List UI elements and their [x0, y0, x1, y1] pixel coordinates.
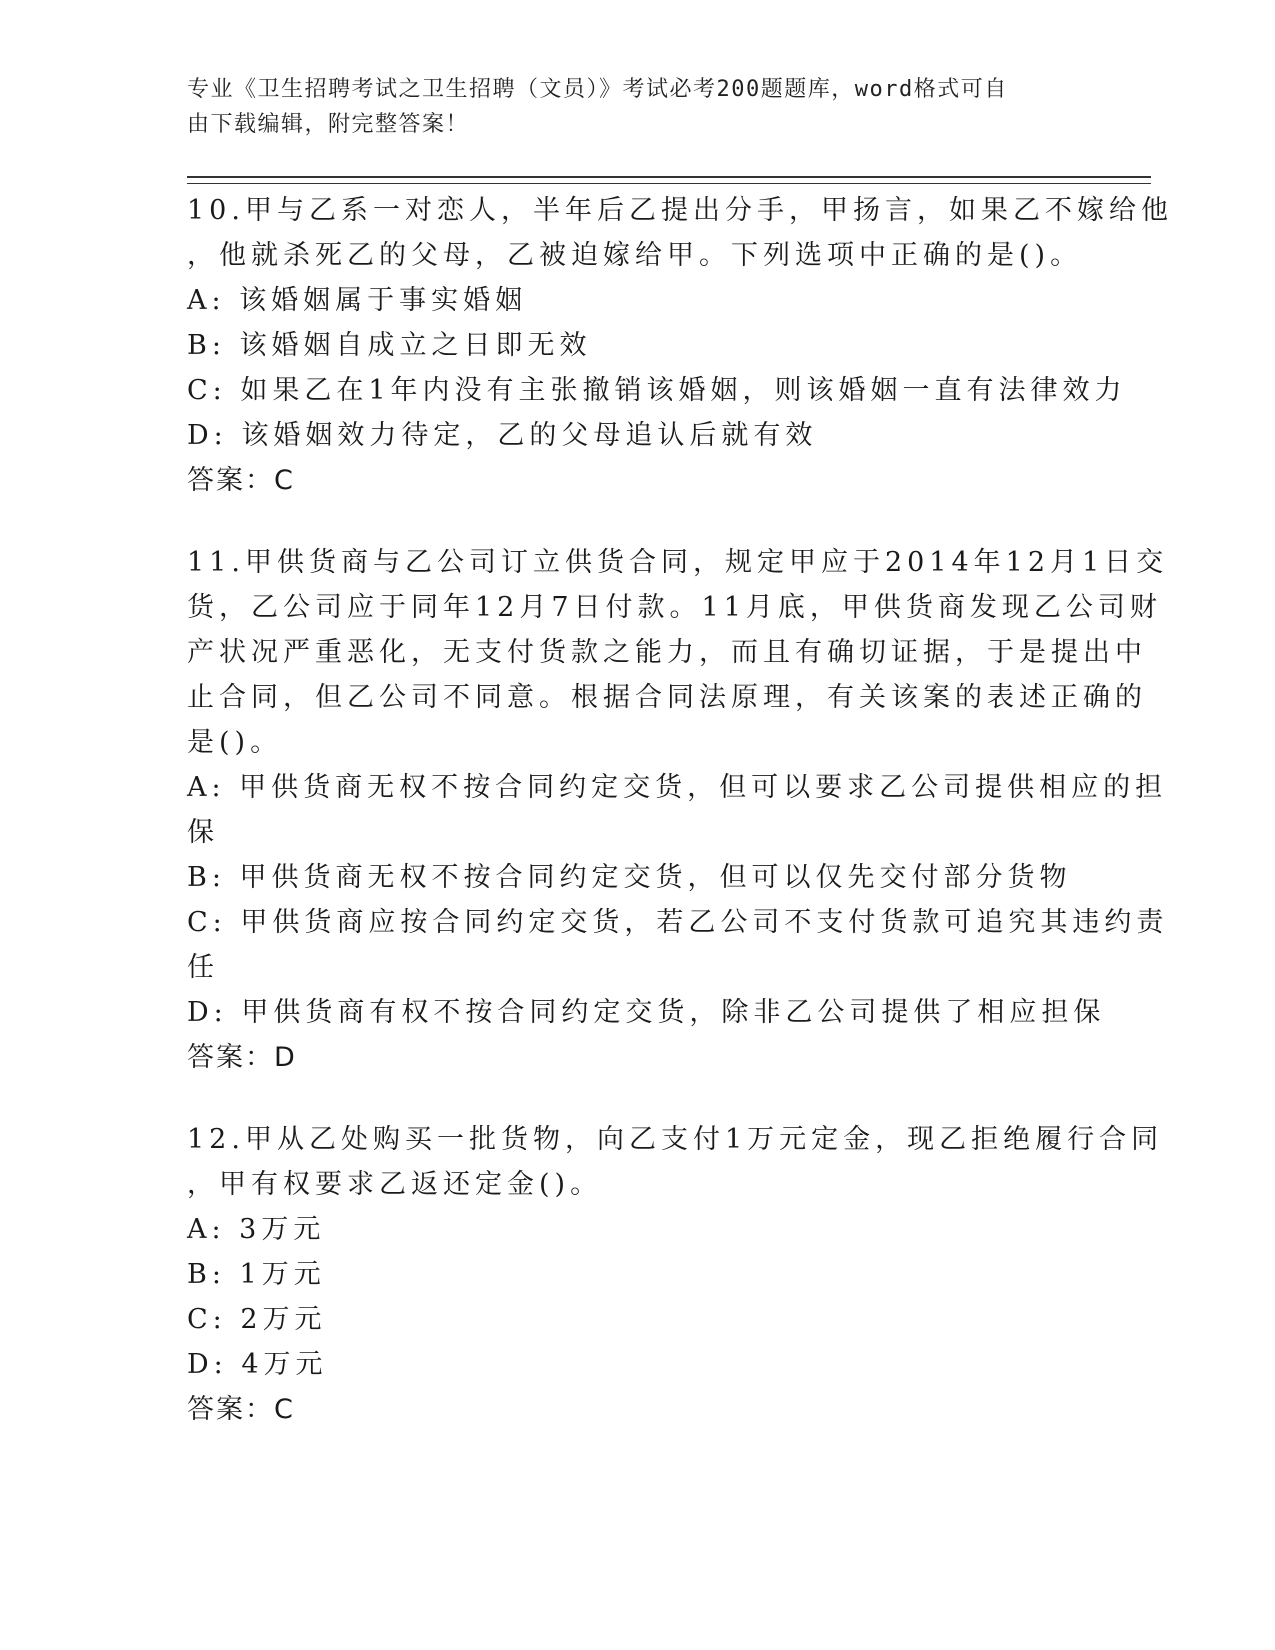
question-stem-line: 10.甲与乙系一对恋人，半年后乙提出分手，甲扬言，如果乙不嫁给他: [187, 195, 1173, 226]
answer-key: 答案：C: [187, 1394, 295, 1425]
question-item: [187, 188, 1173, 503]
document-header: [187, 72, 1067, 142]
answer-option: D: 该婚姻效力待定，乙的父母追认后就有效: [187, 420, 818, 451]
question-stem-line: 12.甲从乙处购买一批货物，向乙支付1万元定金，现乙拒绝履行合同: [187, 1124, 1164, 1155]
answer-option: C: 甲供货商应按合同约定交货，若乙公司不支付货款可追究其违约责: [187, 907, 1169, 938]
answer-option: A: 甲供货商无权不按合同约定交货，但可以要求乙公司提供相应的担: [187, 772, 1168, 803]
answer-option: D: 4万元: [187, 1349, 328, 1380]
question-stem-line: 产状况严重恶化，无支付货款之能力，而且有确切证据，于是提出中: [187, 637, 1147, 668]
question-stem-line: 止合同，但乙公司不同意。根据合同法原理，有关该案的表述正确的: [187, 682, 1147, 713]
question-stem-line: ，他就杀死乙的父母，乙被迫嫁给甲。下列选项中正确的是()。: [187, 240, 1083, 271]
answer-option: 任: [187, 952, 219, 983]
question-item: [187, 540, 1169, 1080]
answer-key: 答案：D: [187, 1042, 297, 1073]
answer-option: A: 该婚姻属于事实婚姻: [187, 285, 528, 316]
question-stem-line: ，甲有权要求乙返还定金()。: [187, 1169, 603, 1200]
answer-option: C: 如果乙在1年内没有主张撤销该婚姻，则该婚姻一直有法律效力: [187, 375, 1127, 406]
answer-option: C: 2万元: [187, 1304, 327, 1335]
answer-option: A: 3万元: [187, 1214, 326, 1245]
answer-key: 答案：C: [187, 465, 295, 496]
header-line-2: 由下载编辑，附完整答案！: [187, 112, 470, 137]
question-list: [187, 188, 1173, 1469]
question-stem-line: 是()。: [187, 727, 283, 758]
header-divider-thin: [187, 183, 1151, 184]
answer-option: D: 甲供货商有权不按合同约定交货，除非乙公司提供了相应担保: [187, 997, 1106, 1028]
header-divider-thick: [187, 176, 1151, 178]
question-stem-line: 11.甲供货商与乙公司订立供货合同，规定甲应于2014年12月1日交: [187, 547, 1169, 578]
header-line-1: 专业《卫生招聘考试之卫生招聘（文员）》考试必考200题题库，word格式可自: [187, 77, 1008, 102]
answer-option: B: 1万元: [187, 1259, 326, 1290]
question-item: [187, 1117, 1164, 1432]
question-stem-line: 货，乙公司应于同年12月7日付款。11月底，甲供货商发现乙公司财: [187, 592, 1162, 623]
answer-option: 保: [187, 817, 219, 848]
answer-option: B: 甲供货商无权不按合同约定交货，但可以仅先交付部分货物: [187, 862, 1072, 893]
answer-option: B: 该婚姻自成立之日即无效: [187, 330, 592, 361]
